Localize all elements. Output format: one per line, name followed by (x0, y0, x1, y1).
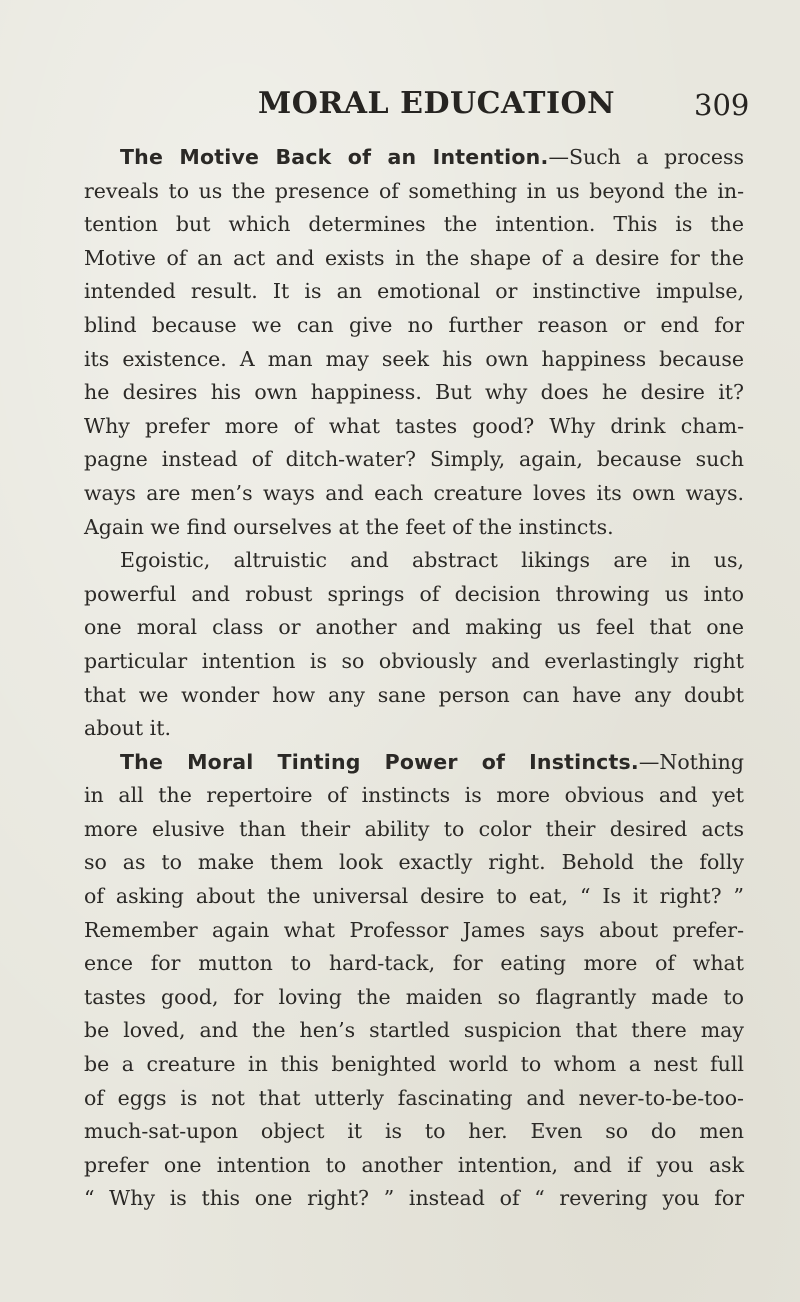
paragraph-3-line-1: The Moral Tinting Power of Instincts.—Nothing (120, 749, 744, 774)
paragraph-1-line-3: tention but which determines the intention. This is the (84, 212, 744, 237)
section-heading-motive: The Motive Back of an Intention. (120, 145, 549, 169)
paragraph-3-line-8: tastes good, for loving the maiden so flagrantly made to (84, 984, 744, 1009)
body-text (84, 141, 744, 1216)
paragraph-1-line-7: its existence. A man may seek his own happiness because (84, 346, 744, 371)
paragraph-1-line-2: reveals to us the presence of something in us beyond the in- (84, 178, 744, 203)
paragraph-3-line-4: so as to make them look exactly right. Behold the folly (84, 850, 744, 875)
paragraph-3-line-2: in all the repertoire of instincts is more obvious and yet (84, 783, 744, 808)
paragraph-1-line-12: Again we find ourselves at the feet of the instincts. (84, 514, 614, 539)
running-title: MORAL EDUCATION (258, 86, 616, 121)
paragraph-2-line-2: powerful and robust springs of decision throwing us into (84, 581, 744, 606)
paragraph-2-line-6: about it. (84, 716, 171, 741)
paragraph-3-line-3: more elusive than their ability to color their desired acts (84, 816, 744, 841)
paragraph-3-line-11: of eggs is not that utterly fascinating and never-to-be-too- (84, 1085, 744, 1110)
paragraph-3-line-10: be a creature in this benighted world to whom a nest full (84, 1052, 744, 1077)
paragraph-1-line-11: ways are men’s ways and each creature loves its own ways. (84, 480, 744, 505)
paragraph-3-line-12: much-sat-upon object it is to her. Even so do men (84, 1119, 744, 1144)
paragraph-1-line-4: Motive of an act and exists in the shape of a desire for the (84, 245, 744, 270)
paragraph-3-line-7: ence for mutton to hard-tack, for eating more of what (84, 951, 744, 976)
paragraph-3-line-14: “ Why is this one right? ” instead of “ revering you for (84, 1186, 744, 1211)
paragraph-3-line-13: prefer one intention to another intention, and if you ask (84, 1152, 744, 1177)
paragraph-1-line-1: The Motive Back of an Intention.—Such a process (120, 145, 744, 169)
paragraph-1-line-6: blind because we can give no further reason or end for (84, 312, 744, 337)
paragraph-2-line-4: particular intention is so obviously and everlastingly right (84, 648, 744, 673)
paragraph-2-line-5: that we wonder how any sane person can have any doubt (84, 682, 744, 707)
paragraph-1-line-10: pagne instead of ditch-water? Simply, again, because such (84, 447, 744, 472)
paragraph-1-line-5: intended result. It is an emotional or instinctive impulse, (84, 279, 744, 304)
paragraph-2-line-3: one moral class or another and making us feel that one (84, 615, 744, 640)
page-number: 309 (694, 88, 750, 122)
paragraph-1-line-9: Why prefer more of what tastes good? Why drink cham- (84, 413, 744, 438)
paragraph-3-line-5: of asking about the universal desire to eat, “ Is it right? ” (84, 884, 744, 909)
paragraph-1-line-8: he desires his own happiness. But why does he desire it? (84, 380, 744, 405)
paragraph-3-line-6: Remember again what Professor James says about prefer- (84, 917, 744, 942)
section-heading-moral-tinting: The Moral Tinting Power of Instincts. (120, 749, 639, 774)
paragraph-3-line-9: be loved, and the hen’s startled suspicion that there may (84, 1018, 744, 1043)
paragraph-2-line-1: Egoistic, altruistic and abstract likings are in us, (120, 548, 744, 573)
running-head (0, 86, 800, 126)
